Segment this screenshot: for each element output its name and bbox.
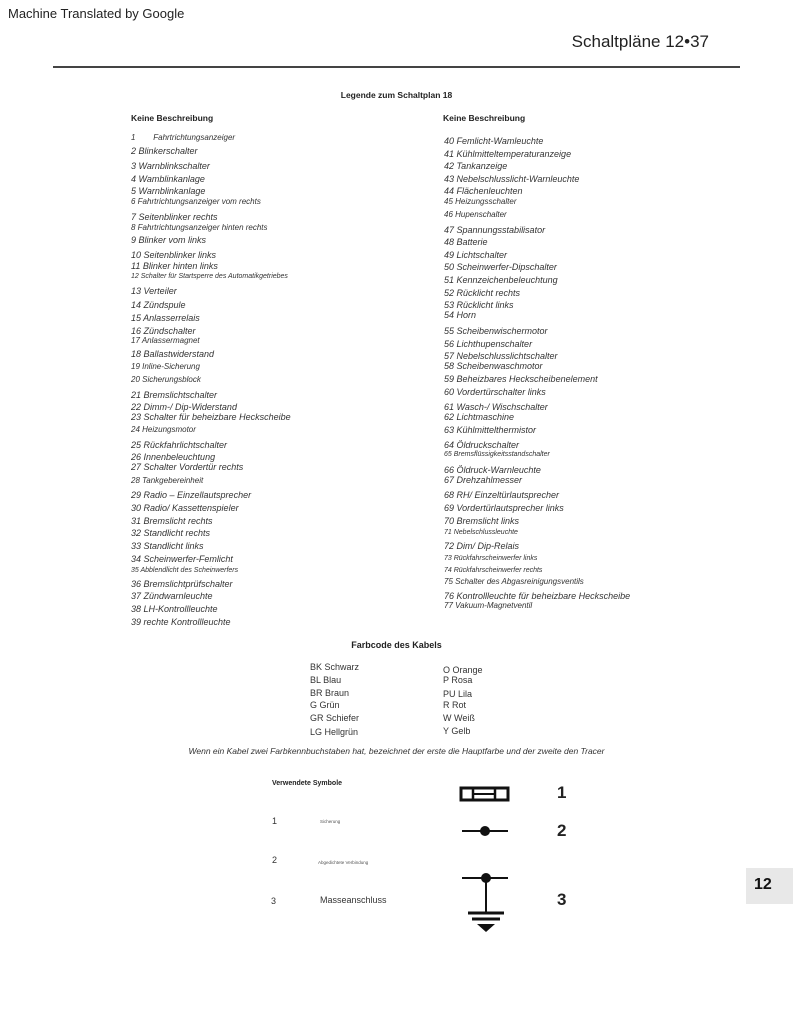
legend-item: 9 Blinker vom links [131, 235, 207, 245]
legend-item: 40 Femlicht-Wamleuchte [444, 136, 544, 146]
legend-item: 12 Schalter für Startsperre des Automatikgetriebes [131, 273, 288, 280]
legend-item: 53 Rücklicht links [444, 300, 514, 310]
legend-item: 62 Lichtmaschine [444, 412, 515, 422]
legend-item: 59 Beheizbares Heckscheibenelement [444, 374, 598, 384]
legend-item: 30 Radio/ Kassettenspieler [131, 503, 239, 513]
legend-item: 63 Kühlmittelthermistor [444, 425, 537, 435]
legend-item: 76 Kontrollleuchte für beheizbare Heckscheibe [444, 591, 631, 601]
legend-item: 56 Lichthupenschalter [444, 339, 533, 349]
color-code-item: GR Schiefer [310, 713, 360, 723]
legend-item: 52 Rücklicht rechts [444, 288, 521, 298]
legend-item: 17 Anlassermagnet [131, 336, 200, 345]
legend-item: 37 Zündwarnleuchte [131, 591, 213, 601]
color-code-item: LG Hellgrün [310, 727, 359, 737]
right-column-header: Keine Beschreibung [443, 113, 526, 123]
color-code-item: PU Lila [443, 689, 473, 699]
legend-item: 65 Bremsflüssigkeitsstandschalter [444, 451, 550, 458]
color-code-item: G Grün [310, 700, 340, 710]
legend-item: 36 Bremslichtprüfschalter [131, 579, 233, 589]
legend-item: 67 Drehzahlmesser [444, 475, 523, 485]
legend-item: 11 Blinker hinten links [131, 261, 218, 271]
legend-item: 19 Inline-Sicherung [131, 362, 200, 371]
legend-item: 47 Spannungsstabilisator [444, 225, 546, 235]
legend-item: 74 Rückfahrscheinwerfer rechts [444, 567, 543, 574]
legend-item: 35 Abblendlicht des Scheinwerfers [131, 567, 239, 574]
legend-item: 50 Scheinwerfer-Dipschalter [444, 262, 557, 272]
symbol-number-1: 1 [272, 816, 278, 826]
legend-item: 7 Seitenblinker rechts [131, 212, 218, 222]
fuse-icon [458, 784, 512, 804]
legend-item: 77 Vakuum-Magnetventil [444, 601, 533, 610]
legend-item: 75 Schalter des Abgasreinigungsventils [444, 577, 584, 586]
color-code-item: BR Braun [310, 688, 350, 698]
legend-item: 26 Innenbeleuchtung [131, 452, 216, 462]
legend-item: 5 Warnblinkanlage [131, 186, 206, 196]
legend-item: 13 Verteiler [131, 286, 177, 296]
legend-item: 72 Dim/ Dip-Relais [444, 541, 520, 551]
legend-item: 20 Sicherungsblock [131, 375, 201, 384]
legend-item: 21 Bremslichtschalter [131, 390, 218, 400]
color-code-item: P Rosa [443, 675, 473, 685]
symbol-marker-2: 2 [557, 821, 567, 840]
legend-item: 41 Kühlmitteltemperaturanzeige [444, 149, 572, 159]
legend-item: 73 Rückfahrscheinwerfer links [444, 555, 538, 562]
legend-item: 31 Bremslicht rechts [131, 516, 213, 526]
legend-item: 69 Vordertürlautsprecher links [444, 503, 564, 513]
legend-item: 33 Standlicht links [131, 541, 204, 551]
legend-item: 8 Fahrtrichtungsanzeiger hinten rechts [131, 223, 268, 232]
symbol-number-3: 3 [271, 896, 277, 906]
color-code-note: Wenn ein Kabel zwei Farbkennbuchstaben hat, bezeichnet der erste die Hauptfarbe und der zweite den Tracer [188, 746, 605, 756]
legend-item: 54 Horn [444, 310, 477, 320]
left-column-header: Keine Beschreibung [131, 113, 214, 123]
legend-item: 15 Anlasserrelais [131, 313, 200, 323]
legend-item: 25 Rückfahrlichtschalter [131, 440, 228, 450]
color-code-item: O Orange [443, 665, 483, 675]
legend-item: 70 Bremslicht links [444, 516, 520, 526]
legend-item: 14 Zündspule [131, 300, 186, 310]
page-header-title: Schaltpläne 12•37 [571, 32, 709, 51]
chapter-tab [746, 868, 793, 904]
legend-item: 38 LH-Kontrollleuchte [131, 604, 218, 614]
legend-item: 58 Scheibenwaschmotor [444, 361, 543, 371]
legend-item: 27 Schalter Vordertür rechts [131, 462, 244, 472]
header-rule [53, 66, 740, 68]
legend-item: 24 Heizungsmotor [131, 425, 196, 434]
legend-item: 42 Tankanzeige [444, 161, 508, 171]
legend-item: 57 Nebelschlusslichtschalter [444, 351, 558, 361]
legend-item: 60 Vordertürschalter links [444, 387, 546, 397]
sealed-joint-icon [458, 822, 512, 840]
legend-item: 49 Lichtschalter [444, 250, 508, 260]
color-code-item: BK Schwarz [310, 662, 360, 672]
legend-title: Legende zum Schaltplan 18 [340, 90, 453, 100]
legend-item: 23 Schalter für beheizbare Heckscheibe [131, 412, 291, 422]
legend-item: 43 Nebelschlusslicht-Warnleuchte [444, 174, 580, 184]
color-code-item: R Rot [443, 700, 467, 710]
legend-item: 32 Standlicht rechts [131, 528, 211, 538]
symbol-marker-1: 1 [557, 783, 567, 802]
legend-item: 16 Zündschalter [131, 326, 196, 336]
legend-item: 64 Öldruckschalter [444, 440, 520, 450]
ground-icon [458, 868, 512, 936]
legend-item: 51 Kennzeichenbeleuchtung [444, 275, 558, 285]
legend-item: 39 rechte Kontrollleuchte [131, 617, 231, 627]
color-code-item: W Weiß [443, 713, 475, 723]
symbol-marker-3: 3 [557, 890, 567, 909]
legend-item: 3 Warnblinkschalter [131, 161, 210, 171]
legend-item: 6 Fahrtrichtungsanzeiger vom rechts [131, 197, 261, 206]
symbol-label-2: Abgedichtete Verbindung [318, 860, 369, 865]
legend-item: 55 Scheibenwischermotor [444, 326, 548, 336]
color-code-item: Y Gelb [443, 726, 471, 736]
legend-item: 4 Wamblinkanlage [131, 174, 205, 184]
legend-item: 46 Hupenschalter [444, 210, 507, 219]
color-code-item: BL Blau [310, 675, 342, 685]
legend-item: 45 Heizungsschalter [444, 197, 517, 206]
legend-item: 22 Dimm-/ Dip-Widerstand [131, 402, 237, 412]
legend-item: 68 RH/ Einzeltürlautsprecher [444, 490, 560, 500]
legend-item: 10 Seitenblinker links [131, 250, 217, 260]
color-code-title: Farbcode des Kabels [351, 640, 442, 650]
symbol-number-2: 2 [272, 855, 278, 865]
symbol-label-1: Sicherung [320, 819, 341, 824]
legend-item: 18 Ballastwiderstand [131, 349, 215, 359]
legend-item: 34 Scheinwerfer-Femlicht [131, 554, 233, 564]
legend-item: 71 Nebelschlussleuchte [444, 529, 518, 536]
symbols-title: Verwendete Symbole [272, 780, 343, 787]
translation-banner: Machine Translated by Google [8, 6, 185, 21]
symbol-label-3: Masseanschluss [320, 895, 387, 905]
legend-item: 61 Wasch-/ Wischschalter [444, 402, 548, 412]
legend-item: 2 Blinkerschalter [131, 146, 198, 156]
legend-item: 29 Radio – Einzellautsprecher [131, 490, 252, 500]
legend-item: 1 Fahrtrichtungsanzeiger [131, 133, 236, 142]
legend-item: 44 Flächenleuchten [444, 186, 523, 196]
chapter-tab-number: 12 [754, 876, 772, 893]
legend-item: 48 Batterie [444, 237, 488, 247]
legend-item: 66 Öldruck-Warnleuchte [444, 465, 541, 475]
legend-item: 28 Tankgebereinheit [131, 476, 204, 485]
